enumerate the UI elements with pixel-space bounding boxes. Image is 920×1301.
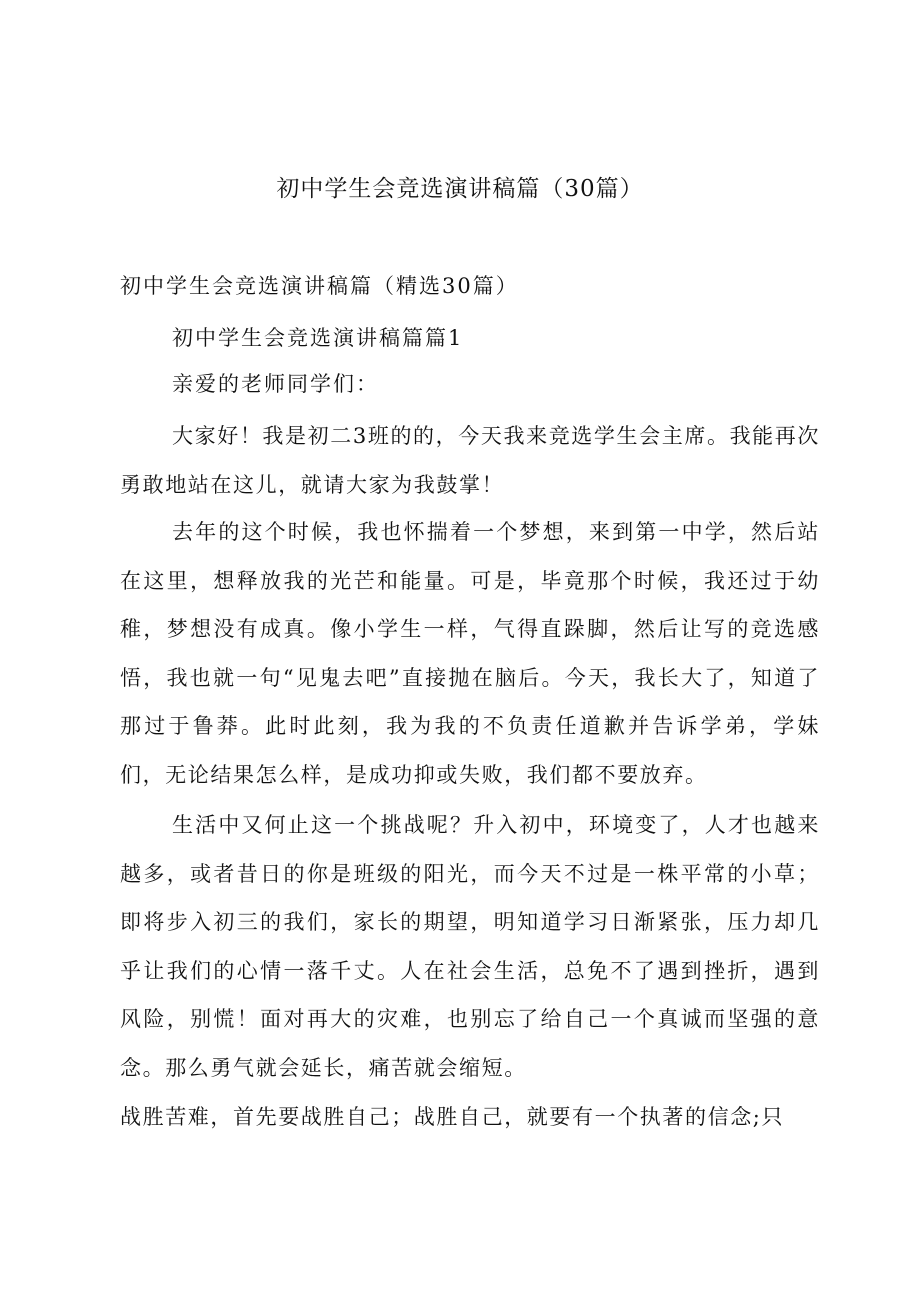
document-subtitle: 初中学生会竞选演讲稿篇（精选30篇） <box>120 274 519 298</box>
section-heading: 初中学生会竞选演讲稿篇篇1 <box>172 326 464 350</box>
paragraph-3: 生活中又何止这一个挑战呢？升入初中，环境变了，人才也越来越多，或者昔日的你是班级的阳光，而今天不过是一株平常的小草；即将步入初三的我们，家长的期望，明知道学习日渐紧张，压力却几乎让我们的心情一落千丈。人在社会生活，总免不了遇到挫折，遇到风险，别慌！面对再大的灾难，也别忘了给自己一个真诚而坚强的意念。那么勇气就会延长，痛苦就会缩短。 <box>120 813 820 1080</box>
greeting-line: 亲爱的老师同学们： <box>172 372 379 396</box>
paragraph-4: 战胜苦难，首先要战胜自己；战胜自己，就要有一个执著的信念;只 <box>120 1105 785 1129</box>
paragraph-1: 大家好！我是初二3班的的，今天我来竞选学生会主席。我能再次勇敢地站在这儿，就请大家为我鼓掌！ <box>120 424 820 497</box>
paragraph-2: 去年的这个时候，我也怀揣着一个梦想，来到第一中学，然后站在这里，想释放我的光芒和能量。可是，毕竟那个时候，我还过于幼稚，梦想没有成真。像小学生一样，气得直跺脚，然后让写的竞选感悟，我也就一句“见鬼去吧”直接抛在脑后。今天，我长大了，知道了那过于鲁莽。此时此刻，我为我的不负责任道歉并告诉学弟，学妹们，无论结果怎么样，是成功抑或失败，我们都不要放弃。 <box>120 520 820 787</box>
document-title: 初中学生会竞选演讲稿篇（30篇） <box>276 176 644 202</box>
